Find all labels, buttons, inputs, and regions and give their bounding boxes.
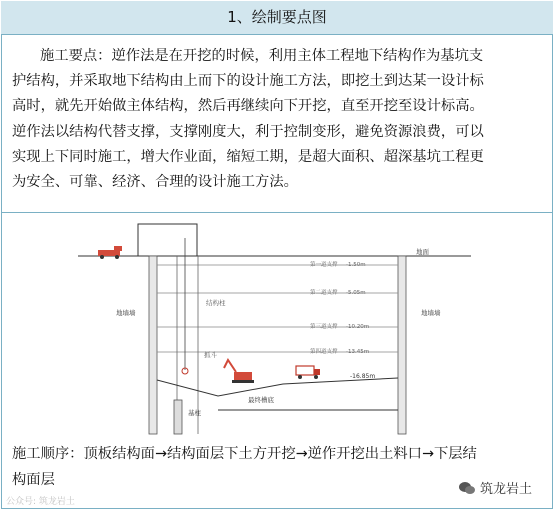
support-1-elev: -1.50m [346, 262, 366, 268]
para-line-1: 施工要点：逆作法是在开挖的时候，利用主体工程地下结构作为基坑支 [40, 48, 484, 64]
grab-label: 抓斗 [204, 351, 217, 359]
support-2-elev: -5.05m [346, 290, 366, 296]
watermark-right [458, 478, 532, 497]
watermark-left: 公众号: 筑龙岩土 [6, 497, 75, 507]
excavator-icon [224, 360, 254, 383]
excavation-surface [157, 378, 398, 396]
divider-top [1, 212, 553, 213]
section-title: 1、绘制要点图 [227, 8, 327, 26]
column-label: 结构柱 [206, 299, 226, 307]
sequence-line-2: 构面层 [12, 472, 55, 488]
wechat-logo-icon [458, 481, 476, 495]
para-line-3: 高时，就先开始做主体结构，然后再继续向下开挖，直至开挖至设计标高。 [12, 98, 484, 115]
right-diaphragm-wall [398, 256, 406, 434]
top-down-construction-diagram [78, 220, 471, 438]
ground-label: 地面 [416, 248, 429, 256]
wall-right-label: 地墙墙 [421, 309, 441, 317]
pile-label: 基柱 [188, 409, 201, 417]
wall-left-label: 地墙墙 [116, 309, 136, 317]
left-diaphragm-wall [149, 256, 157, 434]
support-4-elev: -13.45m [346, 349, 370, 355]
bottom-label: 最终槽底 [248, 396, 274, 404]
para-line-6: 为安全、可靠、经济、合理的设计施工方法。 [12, 174, 298, 191]
pile [174, 400, 182, 434]
surface-truck-icon [98, 246, 122, 259]
support-3-elev: -10.20m [346, 324, 370, 330]
dump-truck-icon [296, 366, 320, 379]
para-line-4: 逆作法以结构代替支撑，支撑刚度大，利于控制变形，避免资源浪费，可以 [12, 123, 484, 140]
watermark-right-text: 筑龙岩土 [480, 482, 533, 497]
support-3-name: 第三道支撑 [310, 324, 338, 330]
support-1-name: 第一道支撑 [310, 262, 338, 268]
sequence-line-1: 施工顺序：顶板结构面→结构面层下土方开挖→逆作开挖出土料口→下层结 [12, 446, 477, 462]
para-line-5: 实现上下同时施工，增大作业面，缩短工期，是超大面积、超深基坑工程更 [12, 148, 484, 165]
para-line-2: 护结构，并采取地下结构由上而下的设计施工方法，即挖土到达某一设计标 [12, 73, 484, 90]
support-2-name: 第二道支撑 [310, 290, 338, 296]
support-4-name: 第四道支撑 [310, 349, 338, 355]
construction-points-paragraph [12, 44, 544, 195]
top-slab-opening [138, 224, 197, 256]
excavation-elev: -16.85m [350, 373, 376, 380]
section-header [1, 1, 553, 35]
